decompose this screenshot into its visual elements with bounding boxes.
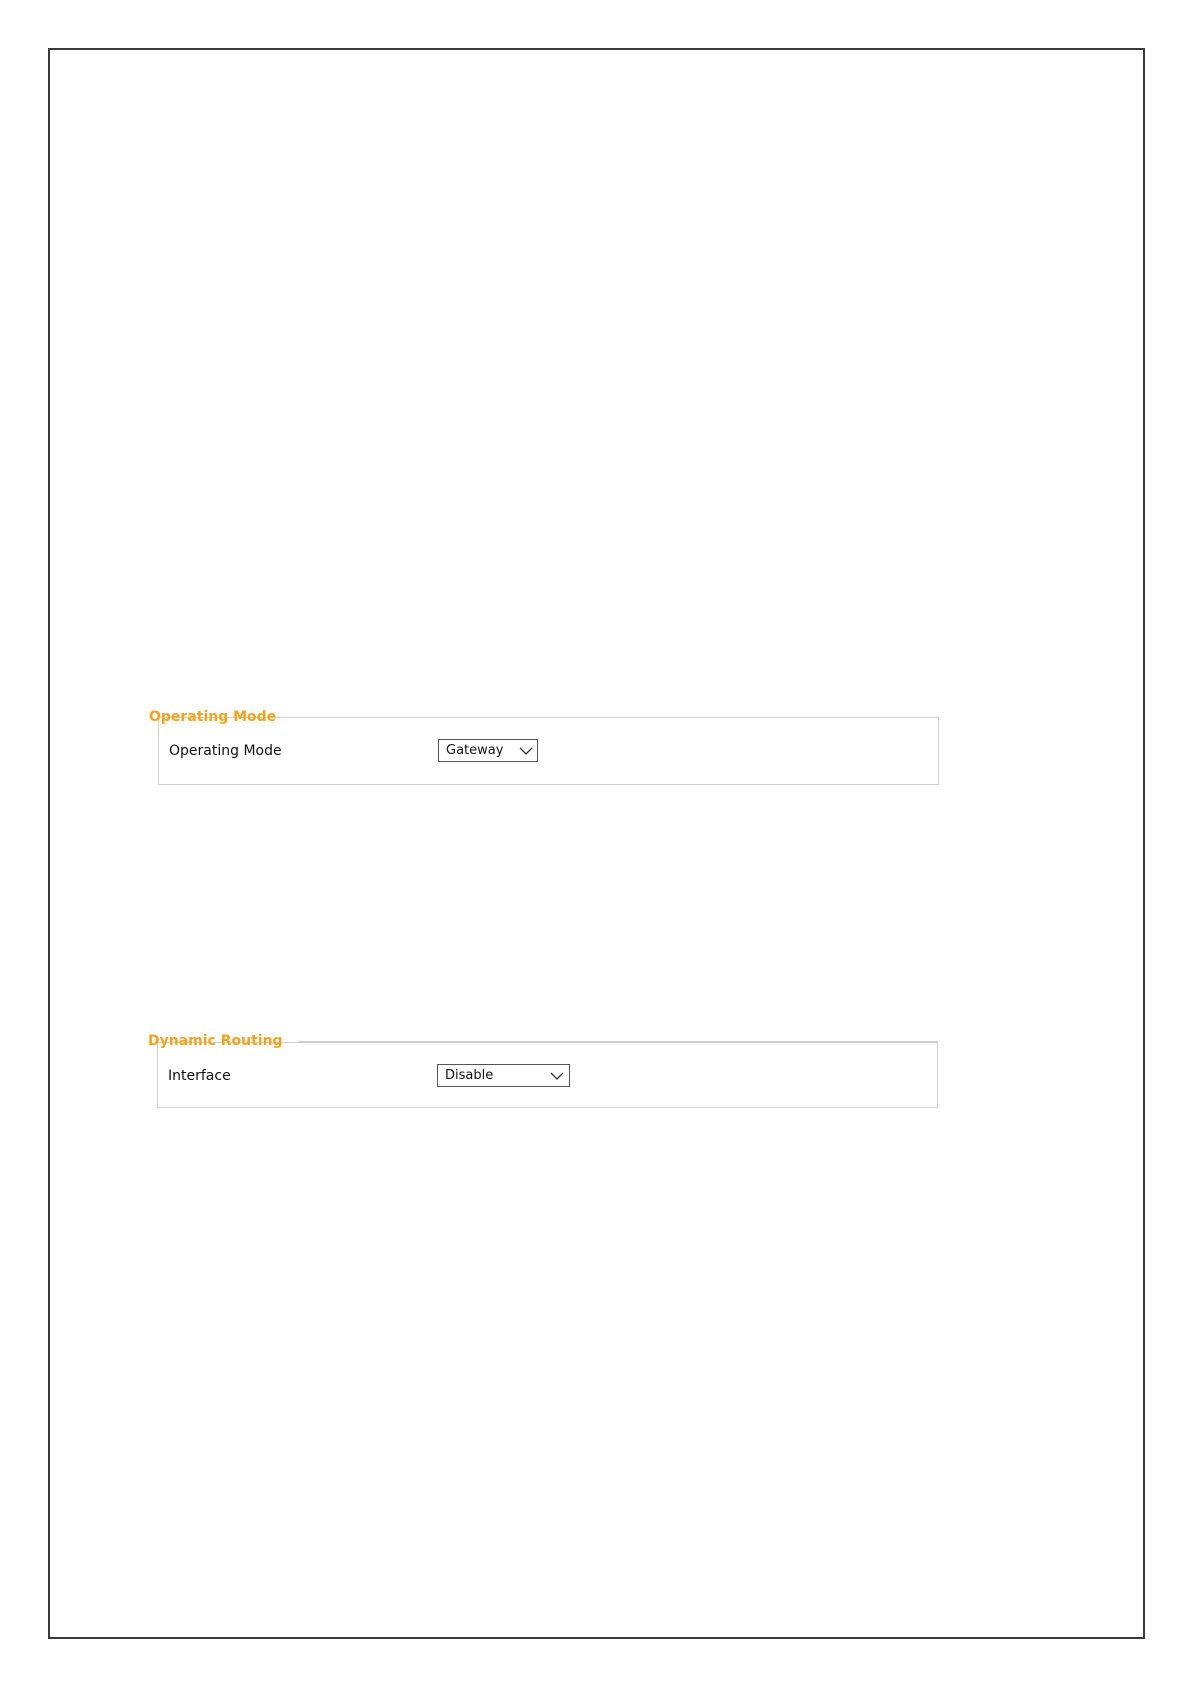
operating-mode-title-rule <box>293 717 939 718</box>
operating-mode-select-value: Gateway <box>446 743 504 758</box>
operating-mode-select[interactable] <box>438 739 538 762</box>
interface-select-value: Disable <box>445 1068 494 1083</box>
interface-label: Interface <box>168 1068 231 1084</box>
operating-mode-section-title: Operating Mode <box>149 709 277 725</box>
dynamic-routing-section <box>148 1033 938 1113</box>
operating-mode-label: Operating Mode <box>169 743 282 759</box>
page-frame <box>48 48 1145 1639</box>
interface-select[interactable] <box>437 1064 570 1087</box>
dynamic-routing-section-title: Dynamic Routing <box>148 1033 283 1049</box>
dynamic-routing-title-rule <box>298 1041 938 1042</box>
chevron-down-icon <box>550 1071 564 1081</box>
operating-mode-section <box>149 709 939 789</box>
chevron-down-icon <box>519 746 533 756</box>
